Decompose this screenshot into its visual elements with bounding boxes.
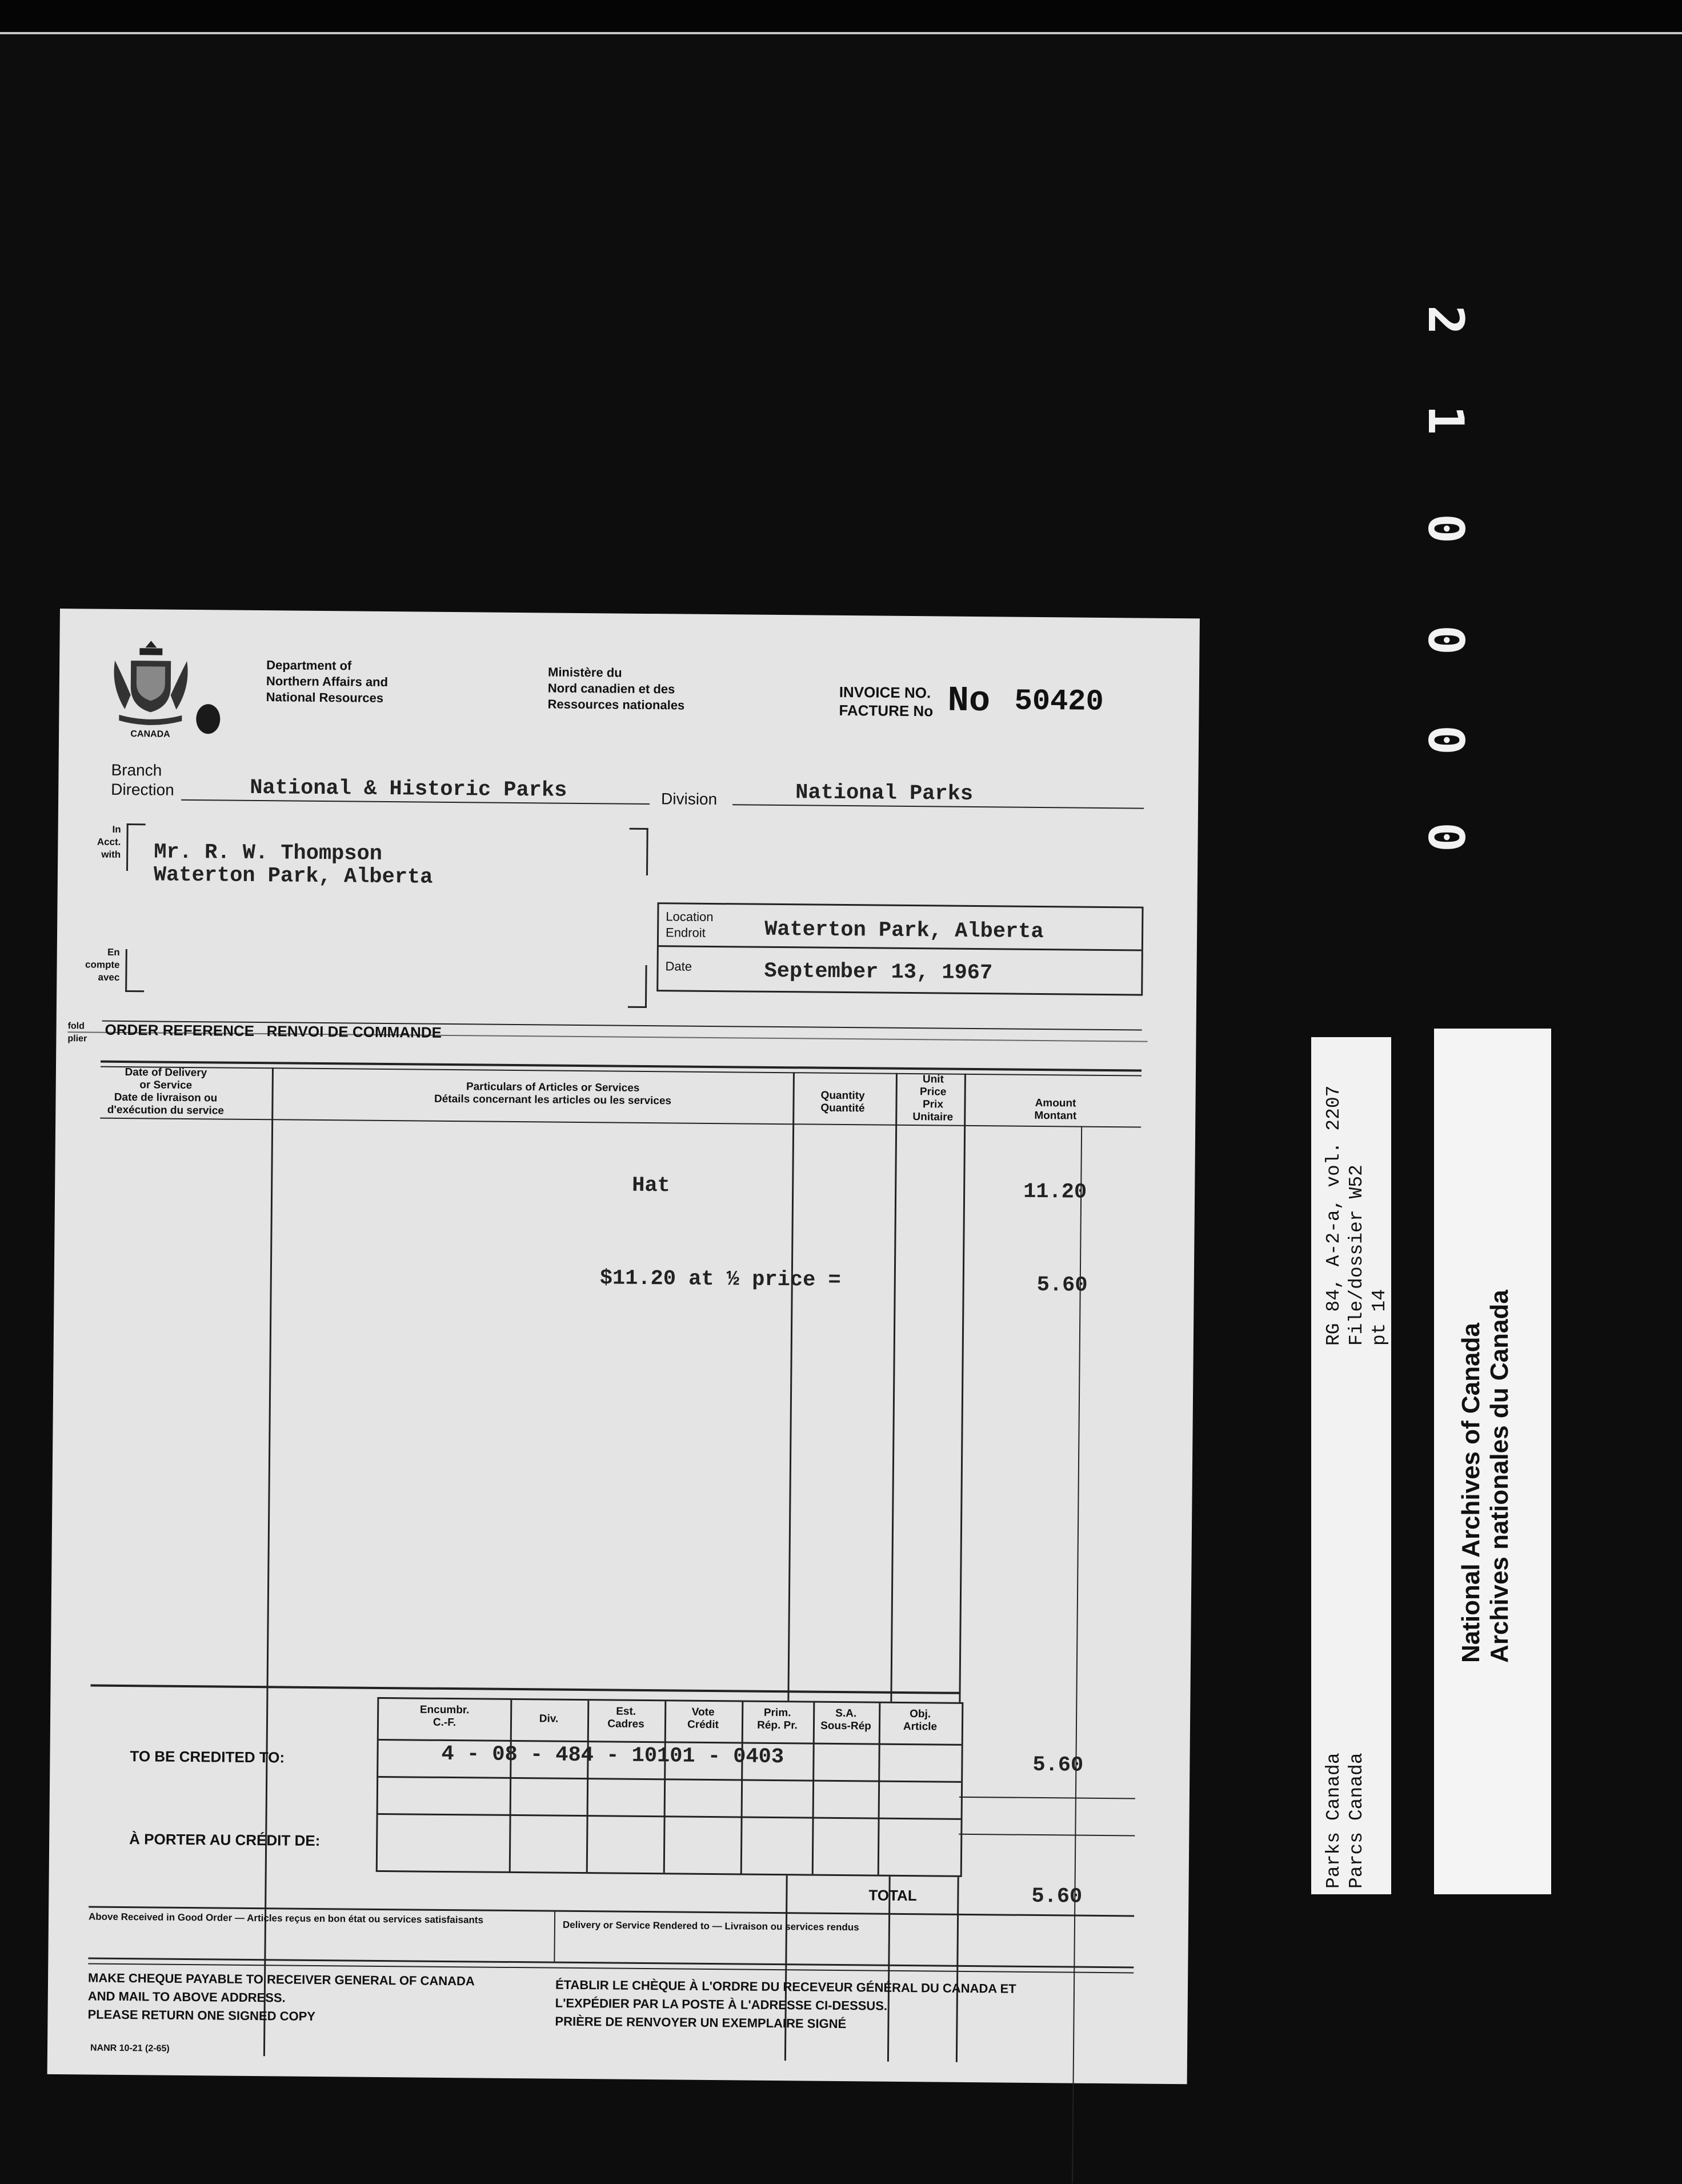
line-item-amount: 11.20 bbox=[1023, 1179, 1087, 1205]
coding-header: Vote Crédit bbox=[687, 1706, 719, 1731]
punch-hole bbox=[196, 704, 220, 734]
credited-to-label: TO BE CREDITED TO: bbox=[130, 1747, 285, 1766]
location-date-box bbox=[656, 902, 1143, 995]
credited-amount: 5.60 bbox=[1032, 1753, 1084, 1778]
film-edge bbox=[0, 0, 1682, 34]
frame-digit: 0 bbox=[1417, 625, 1474, 655]
department-fr: Ministère du Nord canadien et des Ressources nationales bbox=[547, 665, 685, 713]
total-amount: 5.60 bbox=[1031, 1884, 1083, 1909]
credit-fr-label: À PORTER AU CRÉDIT DE: bbox=[129, 1830, 321, 1850]
invoice-sheet bbox=[47, 609, 1200, 2084]
en-compte-label: En compte avec bbox=[85, 946, 120, 983]
coding-header: Obj. Article bbox=[903, 1708, 938, 1733]
frame-digit: 1 bbox=[1417, 405, 1474, 435]
date-value: September 13, 1967 bbox=[764, 959, 993, 986]
date-label: Date bbox=[665, 959, 692, 974]
received-label: Above Received in Good Order — Articles reçus en bon état ou services satisfaisants bbox=[88, 1911, 484, 1926]
line-item-particulars: Hat bbox=[632, 1173, 671, 1198]
archives-label: National Archives of Canada Archives nationales du Canada bbox=[1457, 1290, 1513, 1663]
archive-agency: Parks Canada Parcs Canada bbox=[1323, 1753, 1367, 1889]
division-value: National Parks bbox=[795, 781, 974, 806]
line-item-amount: 5.60 bbox=[1036, 1273, 1088, 1298]
canada-label: CANADA bbox=[130, 729, 170, 739]
location-value: Waterton Park, Alberta bbox=[764, 917, 1044, 945]
frame-digit: 0 bbox=[1417, 725, 1474, 755]
column-header-quantity: Quantity Quantité bbox=[820, 1089, 865, 1115]
coat-of-arms-icon bbox=[107, 638, 194, 730]
location-label: Location Endroit bbox=[665, 909, 714, 940]
account-holder: Mr. R. W. Thompson Waterton Park, Alberta bbox=[153, 840, 433, 890]
number-symbol: No bbox=[947, 680, 991, 722]
column-header-amount: Amount Montant bbox=[1034, 1097, 1077, 1122]
coding-header: Est. Cadres bbox=[607, 1705, 644, 1730]
coding-header: Div. bbox=[539, 1713, 559, 1725]
delivery-label: Delivery or Service Rendered to — Livraison ou services rendus bbox=[562, 1919, 859, 1933]
invoice-number-label: INVOICE NO. FACTURE No bbox=[839, 683, 934, 720]
line-item-particulars: $11.20 at ½ price = bbox=[599, 1266, 841, 1293]
branch-value: National & Historic Parks bbox=[250, 775, 567, 803]
account-coding: 4 - 08 - 484 - 10101 - 0403 bbox=[441, 1742, 784, 1770]
coding-block bbox=[376, 1697, 964, 1877]
cheque-instructions-en: MAKE CHEQUE PAYABLE TO RECEIVER GENERAL OF CANADA AND MAIL TO ABOVE ADDRESS. PLEASE RETURN ONE SIGNED COPY bbox=[87, 1970, 475, 2023]
column-header-delivery: Date of Delivery or Service Date de livraison ou d'exécution du service bbox=[107, 1066, 224, 1117]
archive-reference: RG 84, A-2-a, vol. 2207 File/dossier W52 pt 14 bbox=[1323, 1085, 1390, 1346]
column-header-particulars: Particulars of Articles or Services Détails concernant les articles ou les services bbox=[434, 1081, 672, 1107]
total-label: TOTAL bbox=[868, 1886, 917, 1905]
frame-number bbox=[1417, 297, 1474, 852]
order-reference-label: ORDER REFERENCE RENVOI DE COMMANDE bbox=[105, 1021, 442, 1041]
frame-digit: 0 bbox=[1417, 514, 1474, 543]
frame-digit: 2 bbox=[1417, 305, 1474, 335]
in-acct-label: In Acct. with bbox=[97, 823, 121, 860]
division-label: Division bbox=[661, 790, 718, 809]
coding-header: S.A. Sous-Rép bbox=[820, 1707, 871, 1733]
fold-label: fold plier bbox=[67, 1021, 87, 1044]
form-number: NANR 10-21 (2-65) bbox=[90, 2043, 170, 2054]
coding-header: Encumbr. C.-F. bbox=[419, 1703, 470, 1729]
archive-reference-tab bbox=[1311, 1037, 1391, 1894]
invoice-number: 50420 bbox=[1014, 684, 1104, 719]
coding-header: Prim. Rép. Pr. bbox=[757, 1706, 798, 1732]
branch-label: Branch Direction bbox=[111, 761, 174, 799]
department-en: Department of Northern Affairs and National Resources bbox=[266, 658, 389, 705]
cheque-instructions-fr: ÉTABLIR LE CHÈQUE À L'ORDRE DU RECEVEUR GÉNÉRAL DU CANADA ET L'EXPÉDIER PAR LA POSTE À L'ADRESSE CI-DESSUS. PRIÈRE DE RENVOYER UN EXEMPLAIRE SIGNÉ bbox=[555, 1977, 1016, 2031]
frame-digit: 0 bbox=[1417, 822, 1474, 852]
column-header-unit-price: Unit Price Prix Unitaire bbox=[912, 1073, 954, 1123]
national-archives-tab bbox=[1434, 1029, 1551, 1894]
